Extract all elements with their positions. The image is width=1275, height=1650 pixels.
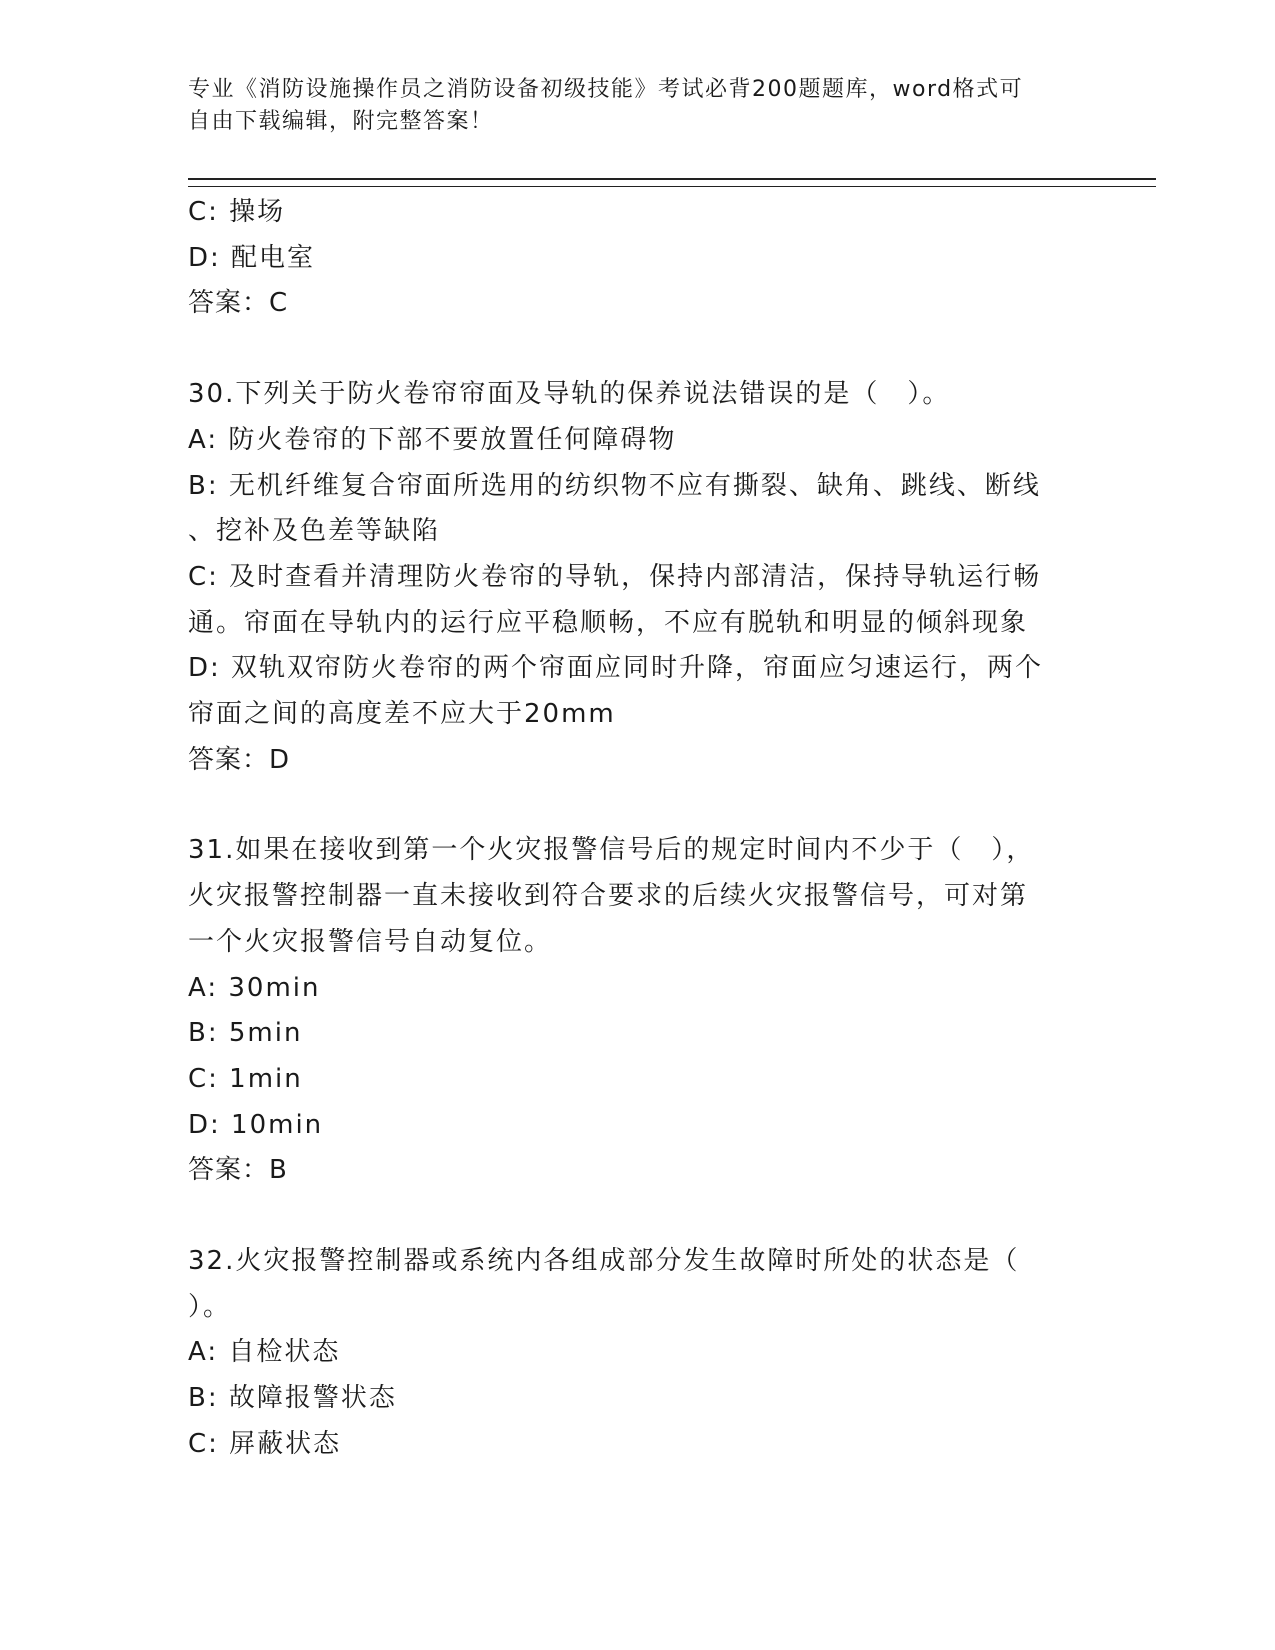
option-b: B: 故障报警状态 — [188, 1383, 397, 1414]
question-stem-line-3: 一个火灾报警信号自动复位。 — [188, 926, 553, 957]
question-stem-line-2: ）。 — [188, 1291, 232, 1322]
question-stem: 30.下列关于防火卷帘帘面及导轨的保养说法错误的是（ ）。 — [188, 379, 951, 410]
option-b: B: 5min — [188, 1018, 303, 1049]
header-line-1: 专业《消防设施操作员之消防设备初级技能》考试必背200题题库，word格式可 — [188, 77, 1024, 102]
option-c: C: 1min — [188, 1063, 303, 1094]
option-a: A: 30min — [188, 972, 321, 1003]
question-32 — [188, 1239, 1088, 1468]
option-d-line-1: D: 双轨双帘防火卷帘的两个帘面应同时升降，帘面应匀速运行，两个 — [188, 653, 1044, 684]
spacer — [188, 1194, 1088, 1239]
question-stem-line-1: 31.如果在接收到第一个火灾报警信号后的规定时间内不少于（ ）， — [188, 835, 1035, 866]
question-30 — [188, 372, 1088, 783]
option-a: A: 防火卷帘的下部不要放置任何障碍物 — [188, 424, 677, 455]
page-header — [188, 74, 1088, 138]
question-31 — [188, 828, 1088, 1194]
option-c: C: 屏蔽状态 — [188, 1428, 342, 1459]
option-d: D: 10min — [188, 1109, 324, 1140]
option-a: A: 自检状态 — [188, 1337, 341, 1368]
spacer — [188, 783, 1088, 828]
question-stem-line-2: 火灾报警控制器一直未接收到符合要求的后续火灾报警信号，可对第 — [188, 881, 1029, 912]
option-b-line-1: B: 无机纤维复合帘面所选用的纺织物不应有撕裂、缺角、跳线、断线 — [188, 470, 1041, 501]
spacer — [188, 327, 1088, 372]
option-c-line-1: C: 及时查看并清理防火卷帘的导轨，保持内部清洁，保持导轨运行畅 — [188, 561, 1042, 592]
answer: 答案：B — [188, 1155, 288, 1186]
option-d: D: 配电室 — [188, 242, 316, 273]
question-stem-line-1: 32.火灾报警控制器或系统内各组成部分发生故障时所处的状态是（ — [188, 1246, 1020, 1277]
option-c-line-2: 通。帘面在导轨内的运行应平稳顺畅，不应有脱轨和明显的倾斜现象 — [188, 607, 1029, 638]
option-d-line-2: 帘面之间的高度差不应大于20mm — [188, 699, 616, 730]
answer: 答案：D — [188, 744, 291, 775]
header-line-2: 自由下载编辑，附完整答案！ — [188, 109, 494, 134]
question-29-tail — [188, 190, 1088, 327]
option-b-line-2: 、挖补及色差等缺陷 — [188, 516, 441, 547]
document-body — [188, 190, 1088, 1468]
answer: 答案：C — [188, 288, 289, 319]
option-c: C: 操场 — [188, 197, 286, 227]
header-divider — [188, 178, 1156, 187]
